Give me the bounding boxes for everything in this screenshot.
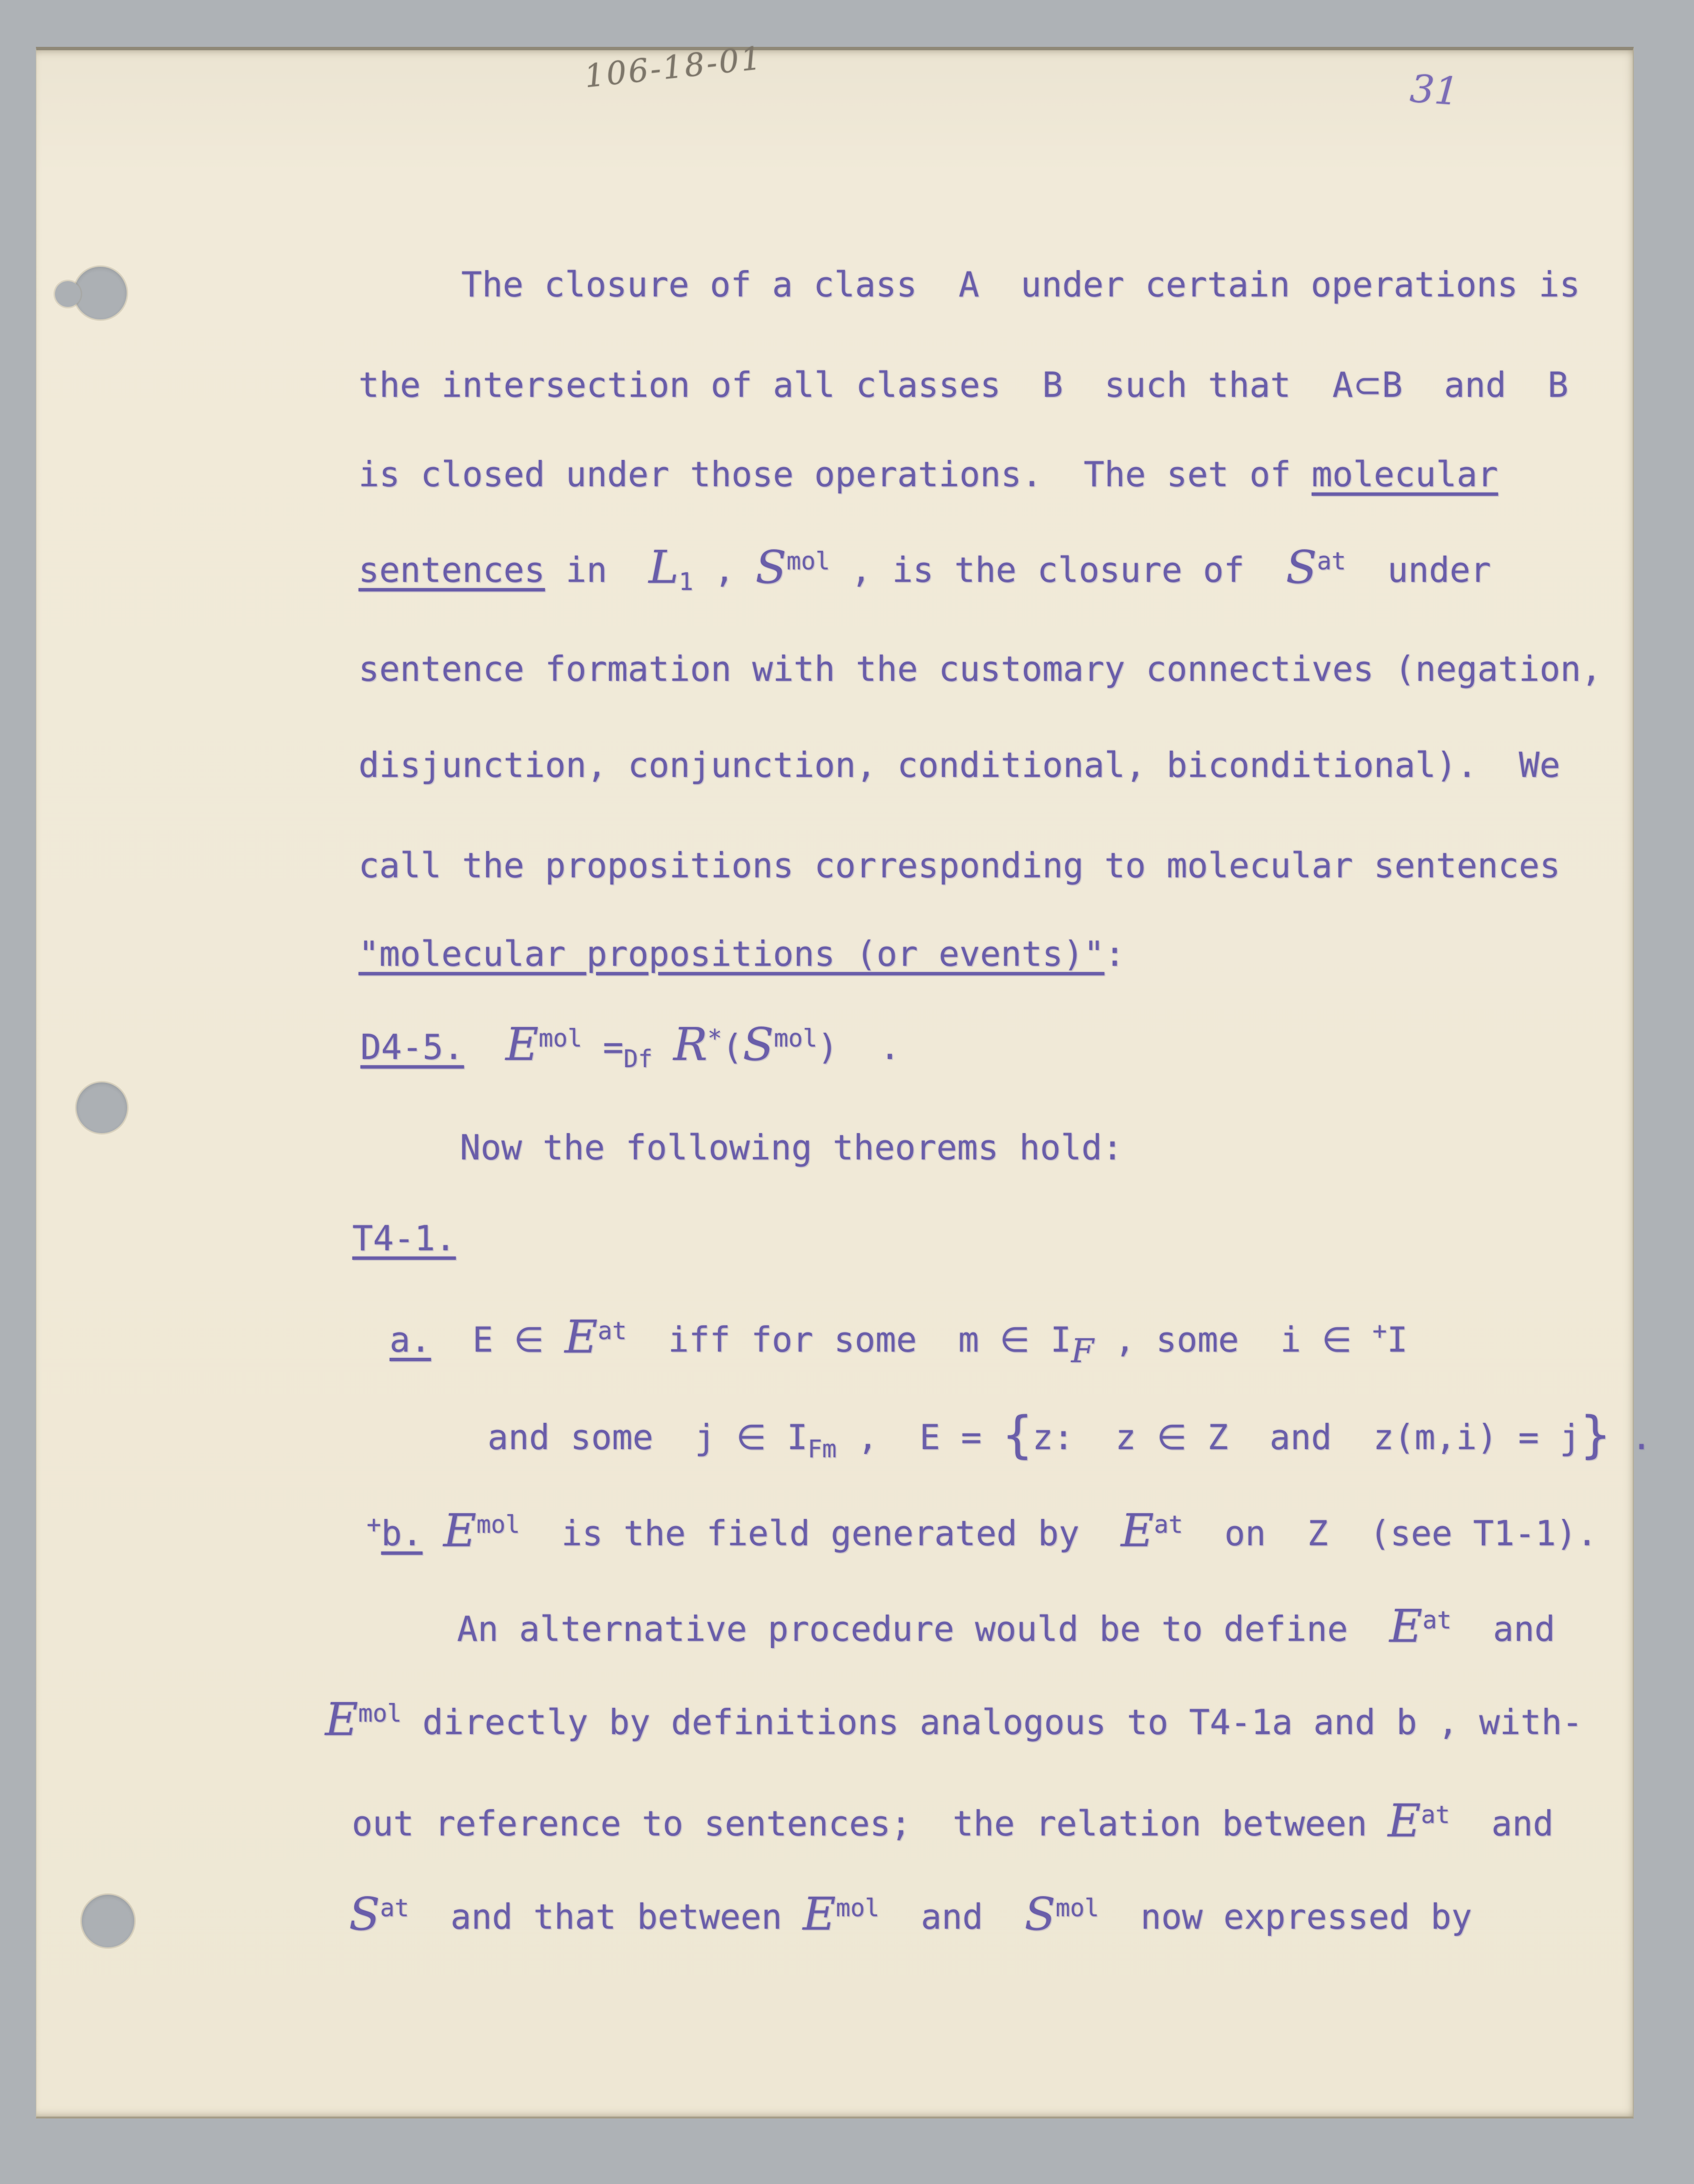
text-line: and some j ∈ $I_{Fm}$ , E = {z: z ∈ Z and z(m,i) = j} . — [488, 1406, 1652, 1464]
punch-hole-bottom — [82, 1895, 134, 1947]
text-line: "molecular propositions (or events)": — [358, 934, 1125, 974]
text-line: The closure of a class A under certain operations is — [461, 264, 1580, 305]
text-line: sentences in $L_1$ , $S^{mol}$ , is the closure of $S^{at}$ under — [358, 541, 1491, 596]
text-line: a. E ∈ $E^{at}$ iff for some m ∈ IF , some i ∈ +I — [390, 1310, 1408, 1370]
text-line: the intersection of all classes B such that A⊂B and B — [358, 365, 1569, 405]
text-line: call the propositions corresponding to molecular sentences — [358, 845, 1561, 885]
text-line: is closed under those operations. The set of molecular — [358, 454, 1499, 494]
text-line: T4-1. — [352, 1218, 456, 1258]
page-number: 31 — [1408, 66, 1460, 114]
punch-hole-middle — [76, 1082, 127, 1133]
punch-hole-top-tear — [55, 281, 81, 307]
text-line: Now the following theorems hold: — [460, 1127, 1123, 1168]
text-line: D4-5. $E^{mol} =_{Df}$ $R^*(S^{mol})$ . — [360, 1018, 901, 1073]
text-line: sentence formation with the customary connectives (negation, — [358, 649, 1602, 689]
text-line: An alternative procedure would be to define $E^{at}$ and — [457, 1600, 1555, 1653]
text-line: disjunction, conjunction, conditional, biconditional). We — [358, 745, 1561, 785]
punch-hole-top — [74, 267, 127, 319]
text-line: $S^{at}$ and that between $E^{mol}$ and $S^{mol}$ now expressed by — [349, 1888, 1472, 1941]
text-line: $E^{mol}$ directly by definitions analogous to T4-1a and b , with- — [325, 1693, 1583, 1746]
text-line: out reference to sentences; the relation between $E^{at}$ and — [352, 1794, 1554, 1847]
text-line: +b. $E^{mol}$ is the field generated by $E^{at}$ on Z (see T1-1). — [367, 1504, 1597, 1557]
pencil-annotation: 106-18-01 — [583, 39, 765, 95]
